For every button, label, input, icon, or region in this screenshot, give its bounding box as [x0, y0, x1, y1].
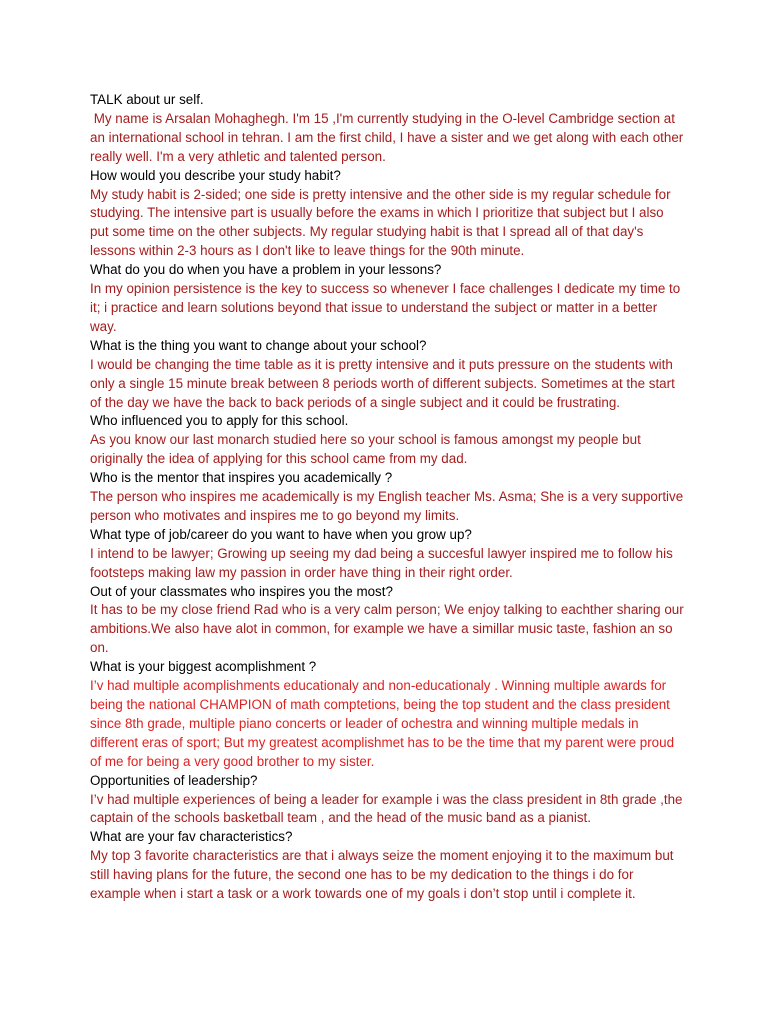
question-text: What type of job/career do you want to have when you grow up?	[90, 526, 472, 542]
answer-text: My study habit is 2-sided; one side is pretty intensive and the other side is my regular schedule for studying. The intensive part is usually before the exams in which I prioritize that subject but I also put some time on the other subjects. My regular studying habit is that I spread all of that day's lessons within 2-3 hours as I don't like to leave things for the 90th minute.	[90, 186, 675, 259]
qa-item-classmate	[90, 583, 688, 659]
question-text: What do you do when you have a problem in your lessons?	[90, 262, 442, 278]
document-page	[90, 91, 688, 904]
qa-item-career	[90, 526, 684, 583]
qa-item-lesson-problem	[90, 261, 684, 337]
question-text: Opportunities of leadership?	[90, 772, 258, 788]
qa-item-leadership	[90, 772, 687, 829]
qa-item-characteristics	[90, 828, 684, 904]
qa-item-mentor	[90, 469, 687, 526]
question-text: Who influenced you to apply for this school.	[90, 413, 349, 429]
answer-text: I would be changing the time table as it is pretty intensive and it puts pressure on the students with only a single 15 minute break between 8 periods worth of different subjects. Sometimes at the start of the day we have the back to back periods of a single subject and it could be frustrating.	[90, 356, 679, 410]
qa-item-change-school	[90, 337, 684, 413]
qa-item-accomplishment	[90, 658, 684, 771]
answer-text: In my opinion persistence is the key to success so whenever I face challenges I dedicate my time to it; i practice and learn solutions beyond that issue to understand the subject or matter in a better way.	[90, 281, 684, 334]
question-text: Out of your classmates who inspires you the most?	[90, 583, 393, 599]
answer-text: My top 3 favorite characteristics are that i always seize the moment enjoying it to the maximum but still having plans for the future, the second one has to be my dedication to the things i do for example when i start a task or a work towards one of my goals i don’t stop until i complete it.	[90, 848, 678, 902]
qa-item-influence	[90, 412, 684, 469]
question-text: What is your biggest acomplishment ?	[90, 659, 317, 675]
answer-text: My name is Arsalan Mohaghegh. I'm 15 ,I'm currently studying in the O-level Cambridge section at an international school in tehran. I am the first child, I have a sister and we get along with each other really well. I'm a very athletic and talented person.	[90, 110, 687, 164]
question-text: What is the thing you want to change about your school?	[90, 337, 427, 353]
question-text: TALK about ur self.	[90, 92, 204, 107]
qa-item-about-self	[90, 91, 687, 167]
answer-text: I’v had multiple experiences of being a leader for example i was the class president in 8th grade ,the captain of the schools basketball team , and the head of the music band as a pianist.	[90, 791, 687, 826]
answer-text: The person who inspires me academically is my English teacher Ms. Asma; She is a very supportive person who motivates and inspires me to go beyond my limits.	[90, 489, 687, 523]
question-text: Who is the mentor that inspires you academically ?	[90, 470, 393, 486]
answer-text: I intend to be lawyer; Growing up seeing my dad being a succesful lawyer inspired me to follow his footsteps making law my passion in order have thing in their right order.	[90, 545, 677, 580]
qa-item-study-habit	[90, 167, 684, 262]
answer-text: It has to be my close friend Rad who is a very calm person; We enjoy talking to eachther sharing our ambitions.We also have alot in common, for example we have a simillar music taste, fashion an so on.	[90, 602, 688, 656]
question-text: What are your fav characteristics?	[90, 829, 293, 845]
answer-text: I’v had multiple acomplishments educationaly and non-educationaly . Winning multiple awards for being the national CHAMPION of math comptetions, being the top student and the class president since 8th grade, multiple piano concerts or leader of ochestra and winning multiple medals in different eras of sport; But my greatest acomplishmet has to be the time that my parent were proud of me for being a very good brother to my sister.	[90, 678, 678, 769]
question-text: How would you describe your study habit?	[90, 167, 341, 183]
answer-text: As you know our last monarch studied here so your school is famous amongst my people but originally the idea of applying for this school came from my dad.	[90, 432, 645, 467]
